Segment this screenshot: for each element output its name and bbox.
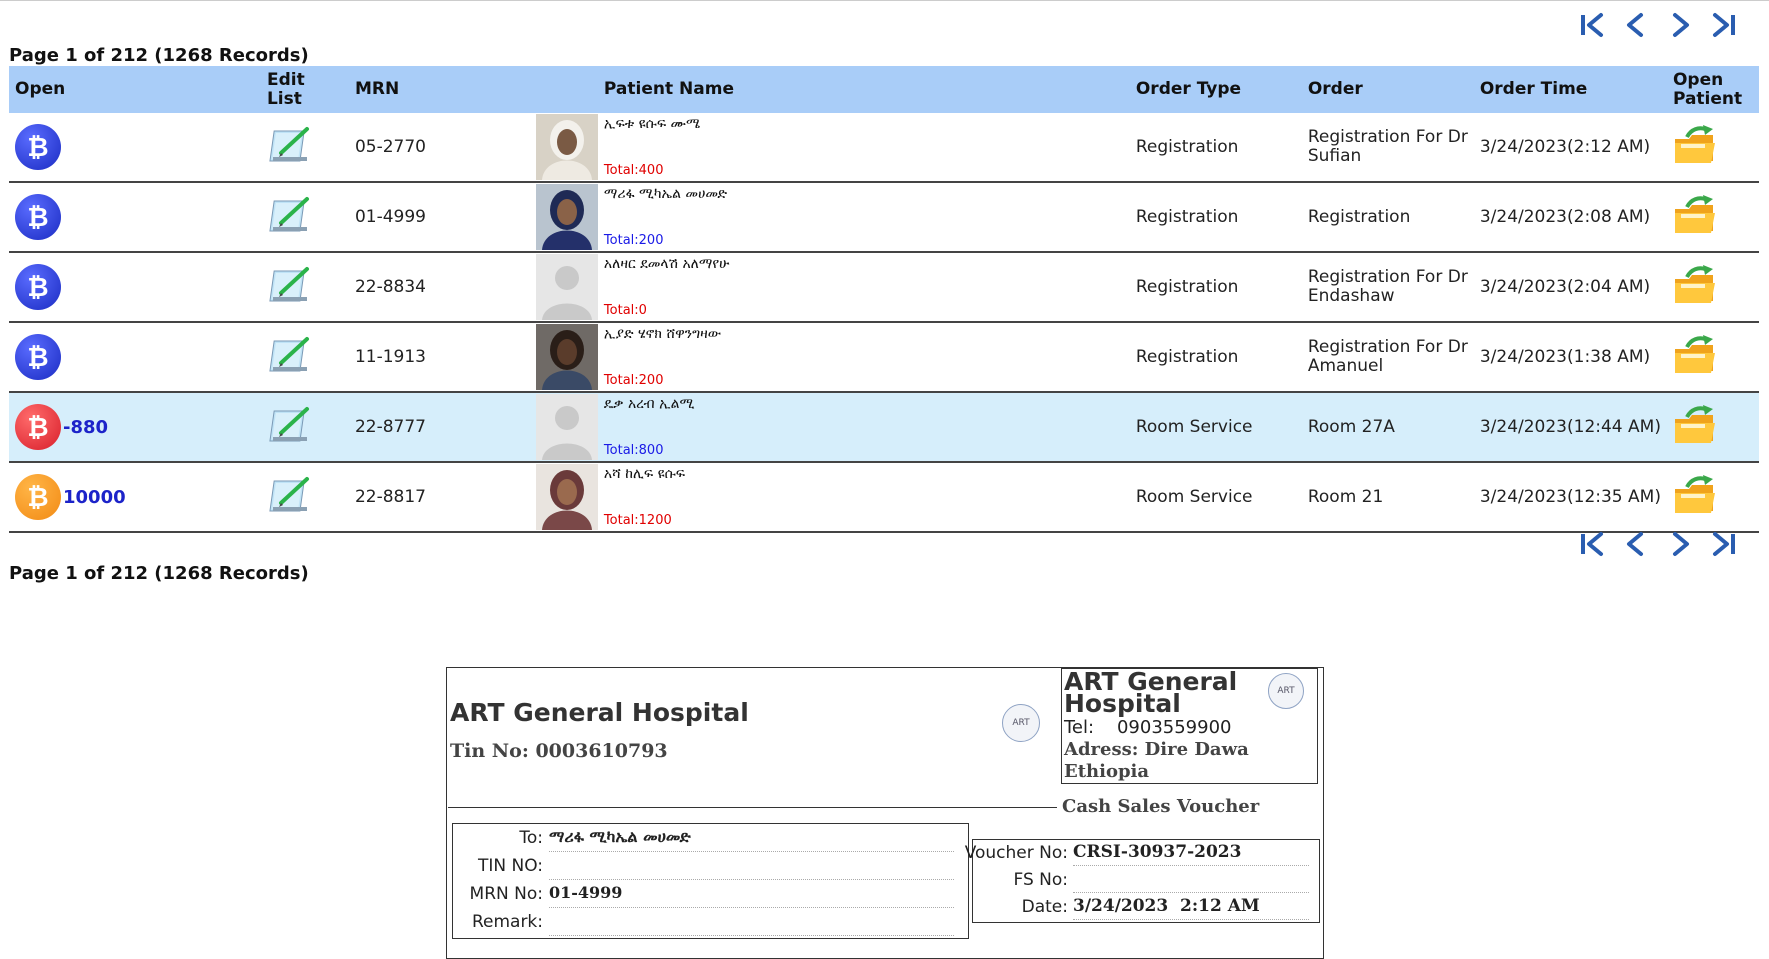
edit-cell	[261, 322, 349, 392]
voucher-divider	[448, 807, 1057, 808]
mrn-cell: 22-8817	[349, 462, 536, 532]
open-folder-icon[interactable]	[1673, 195, 1717, 240]
patient-photo	[536, 394, 598, 460]
box-hospital-name: ART General Hospital	[1064, 667, 1238, 718]
col-patient-name[interactable]: Patient Name	[536, 66, 1130, 113]
open-folder-icon[interactable]	[1673, 475, 1717, 520]
voucher-no-field: Voucher No: CRSI-30937-2023	[973, 840, 1313, 866]
edit-list-icon[interactable]	[267, 335, 313, 380]
edit-cell	[261, 182, 349, 252]
order-type-cell: Room Service	[1130, 392, 1302, 462]
patient-photo	[536, 464, 598, 530]
open-patient-cell	[1667, 462, 1759, 532]
order-time-cell: 3/24/2023(1:38 AM)	[1474, 322, 1667, 392]
patient-total: Total:800	[603, 443, 664, 458]
order-time-cell: 3/24/2023(2:12 AM)	[1474, 113, 1667, 182]
last-page-icon[interactable]	[1709, 531, 1739, 557]
bitcoin-blue-icon[interactable]: ₿	[15, 124, 61, 170]
open-folder-icon[interactable]	[1673, 405, 1717, 450]
table-row[interactable]	[9, 252, 1759, 322]
mrn-field: MRN No: 01-4999	[453, 880, 963, 908]
mrn-cell: 05-2770	[349, 113, 536, 182]
open-patient-cell	[1667, 252, 1759, 322]
patient-total: Total:400	[603, 163, 664, 178]
patient-name[interactable]: አሻ ከሊፍ ዩሱፍ	[603, 466, 686, 482]
patient-name[interactable]: ኢፍቱ ዩሱፍ ሙሜ	[603, 116, 701, 132]
order-type-cell: Registration	[1130, 113, 1302, 182]
col-order[interactable]: Order	[1302, 66, 1474, 113]
first-page-icon[interactable]	[1577, 12, 1607, 38]
open-cell	[9, 322, 261, 392]
remark-field: Remark:	[453, 908, 963, 936]
next-page-icon[interactable]	[1665, 531, 1695, 557]
cash-sales-voucher	[446, 667, 1324, 959]
mrn-cell: 22-8834	[349, 252, 536, 322]
open-patient-cell	[1667, 113, 1759, 182]
patient-total: Total:200	[603, 233, 664, 248]
open-cell	[9, 113, 261, 182]
order-cell: Room 27A	[1302, 392, 1474, 462]
first-page-icon[interactable]	[1577, 531, 1607, 557]
pager-top	[1577, 12, 1739, 38]
open-patient-cell	[1667, 182, 1759, 252]
edit-list-icon[interactable]	[267, 405, 313, 450]
order-time-cell: 3/24/2023(2:08 AM)	[1474, 182, 1667, 252]
hospital-seal-logo: ART	[1002, 704, 1040, 742]
bitcoin-blue-icon[interactable]: ₿	[15, 334, 61, 380]
open-folder-icon[interactable]	[1673, 335, 1717, 380]
orders-table	[9, 66, 1759, 533]
order-time-cell: 3/24/2023(12:35 AM)	[1474, 462, 1667, 532]
mrn-cell: 22-8777	[349, 392, 536, 462]
col-mrn[interactable]: MRN	[349, 66, 536, 113]
order-cell: Registration For Dr Amanuel	[1302, 322, 1474, 392]
voucher-tin: Tin No: 0003610793	[450, 740, 668, 762]
voucher-hospital-name: ART General Hospital	[450, 698, 749, 727]
table-header-row	[9, 66, 1759, 113]
bitcoin-blue-icon[interactable]: ₿	[15, 264, 61, 310]
col-open-patient[interactable]: Open Patient	[1667, 66, 1759, 113]
hospital-tel: Tel: 0903559900	[1064, 717, 1232, 738]
last-page-icon[interactable]	[1709, 12, 1739, 38]
patient-name[interactable]: አለዛር ደመላሽ አለማየሁ	[603, 256, 730, 272]
tin-field: TIN NO:	[453, 852, 963, 880]
page-info-bottom: Page 1 of 212 (1268 Records)	[9, 563, 309, 584]
open-folder-icon[interactable]	[1673, 265, 1717, 310]
edit-list-icon[interactable]	[267, 195, 313, 240]
hospital-address: Adress: Dire Dawa Ethiopia	[1064, 739, 1249, 782]
edit-list-icon[interactable]	[267, 265, 313, 310]
open-cell	[9, 462, 261, 532]
edit-cell	[261, 252, 349, 322]
previous-page-icon[interactable]	[1621, 531, 1651, 557]
patient-photo	[536, 184, 598, 250]
edit-list-icon[interactable]	[267, 475, 313, 520]
page-info-top: Page 1 of 212 (1268 Records)	[9, 45, 309, 66]
order-cell: Registration For Dr Sufian	[1302, 113, 1474, 182]
col-edit-list[interactable]: Edit List	[261, 66, 349, 113]
open-cell	[9, 252, 261, 322]
patient-name[interactable]: ኢያድ ሄኖክ ሸዋንግዛው	[603, 326, 722, 342]
balance-amount: -880	[63, 416, 109, 438]
bitcoin-orange-icon[interactable]: ₿	[15, 474, 61, 520]
fs-no-field: FS No:	[973, 867, 1313, 893]
patient-photo	[536, 324, 598, 390]
order-time-cell: 3/24/2023(2:04 AM)	[1474, 252, 1667, 322]
patient-cell	[536, 322, 1130, 392]
patient-name[interactable]: ዴቃ አረብ ኢልሚ	[603, 396, 695, 412]
edit-list-icon[interactable]	[267, 125, 313, 170]
table-row[interactable]	[9, 392, 1759, 462]
patient-cell	[536, 252, 1130, 322]
order-type-cell: Registration	[1130, 322, 1302, 392]
next-page-icon[interactable]	[1665, 12, 1695, 38]
patient-cell	[536, 113, 1130, 182]
edit-cell	[261, 113, 349, 182]
table-row[interactable]	[9, 322, 1759, 392]
patient-total: Total:200	[603, 373, 664, 388]
open-folder-icon[interactable]	[1673, 125, 1717, 170]
bitcoin-blue-icon[interactable]: ₿	[15, 194, 61, 240]
mrn-cell: 11-1913	[349, 322, 536, 392]
table-row[interactable]	[9, 182, 1759, 252]
open-patient-cell	[1667, 392, 1759, 462]
order-cell: Registration For Dr Endashaw	[1302, 252, 1474, 322]
order-time-cell: 3/24/2023(12:44 AM)	[1474, 392, 1667, 462]
date-field: Date: 3/24/2023 2:12 AM	[973, 894, 1313, 920]
patient-photo	[536, 114, 598, 180]
hospital-info-box	[1061, 668, 1318, 784]
open-cell	[9, 182, 261, 252]
order-type-cell: Registration	[1130, 252, 1302, 322]
hospital-seal-logo-small: ART	[1268, 673, 1304, 709]
col-open[interactable]: Open	[9, 66, 261, 113]
bitcoin-red-icon[interactable]: ₿	[15, 404, 61, 450]
patient-total: Total:1200	[603, 513, 672, 528]
customer-info-box	[452, 823, 969, 939]
pager-bottom	[1577, 531, 1739, 557]
order-type-cell: Registration	[1130, 182, 1302, 252]
mrn-cell: 01-4999	[349, 182, 536, 252]
patient-name[interactable]: ማሪፋ ሚካኤል መሀመድ	[603, 186, 728, 202]
table-row[interactable]	[9, 462, 1759, 532]
edit-cell	[261, 392, 349, 462]
to-field: To: ማሪፋ ሚካኤል መሀመድ	[453, 824, 963, 852]
patient-cell	[536, 182, 1130, 252]
order-cell: Registration	[1302, 182, 1474, 252]
table-row[interactable]	[9, 113, 1759, 182]
open-cell	[9, 392, 261, 462]
col-order-time[interactable]: Order Time	[1474, 66, 1667, 113]
patient-cell	[536, 462, 1130, 532]
col-order-type[interactable]: Order Type	[1130, 66, 1302, 113]
previous-page-icon[interactable]	[1621, 12, 1651, 38]
patient-photo	[536, 254, 598, 320]
voucher-info-box	[964, 839, 1320, 923]
patient-total: Total:0	[603, 303, 647, 318]
balance-amount: 10000	[63, 486, 126, 508]
patient-cell	[536, 392, 1130, 462]
order-cell: Room 21	[1302, 462, 1474, 532]
top-divider	[0, 0, 1769, 1]
edit-cell	[261, 462, 349, 532]
voucher-type-title: Cash Sales Voucher	[1062, 796, 1260, 817]
open-patient-cell	[1667, 322, 1759, 392]
order-type-cell: Room Service	[1130, 462, 1302, 532]
